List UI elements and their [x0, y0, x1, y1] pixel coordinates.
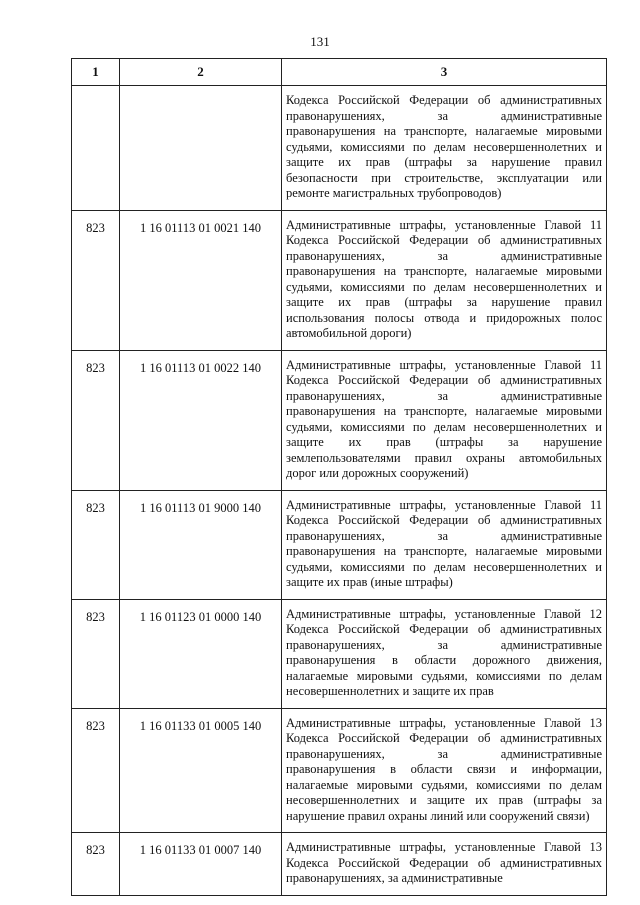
description-line: правонарушениях, за административные [286, 248, 602, 263]
admin-code-cell: 823 [72, 210, 120, 350]
description-cell [282, 350, 607, 490]
admin-code-cell [72, 86, 120, 211]
description-line: Административные штрафы, установленные Главой 11 [286, 497, 602, 512]
description-line: защите их прав (иные штрафы) [286, 575, 453, 589]
table-row [72, 210, 607, 350]
admin-code-cell: 823 [72, 490, 120, 599]
budget-code-cell: 1 16 01113 01 9000 140 [120, 490, 282, 599]
column-header-1: 1 [72, 59, 120, 86]
description-line: налагаемые мировыми судьями, комиссиями по делам [286, 777, 602, 792]
description-line: правонарушениях, за административные [286, 528, 602, 543]
budget-code-cell: 1 16 01133 01 0007 140 [120, 833, 282, 896]
description-line: Кодекса Российской Федерации об административных [286, 855, 602, 870]
description-line: защите их прав (штрафы за нарушение [286, 435, 602, 449]
description-line: судьями, комиссиями по делам несовершеннолетних и [286, 139, 602, 154]
table-row [72, 708, 607, 833]
description-line: правонарушения в области связи и информации, [286, 762, 602, 776]
description-line: судьями, комиссиями по делам несовершеннолетних и [286, 559, 602, 574]
description-line: правонарушениях, за административные [286, 746, 602, 761]
description-cell [282, 833, 607, 896]
description-line: автомобильной дороги) [286, 326, 412, 340]
description-line: землепользователями правил охраны автомобильных [286, 450, 602, 465]
description-line: правонарушениях, за административные [286, 871, 503, 885]
description-line: дорог или дорожных сооружений) [286, 466, 469, 480]
description-line: защите их прав (штрафы за нарушение правил [286, 155, 602, 169]
description-line: защите их прав (штрафы за нарушение правил [286, 295, 602, 309]
description-line: Кодекса Российской Федерации об административных [286, 513, 602, 527]
table-body [72, 86, 607, 896]
budget-code-cell: 1 16 01133 01 0005 140 [120, 708, 282, 833]
table-row [72, 490, 607, 599]
description-line: правонарушениях, за административные [286, 388, 602, 403]
description-line: Административные штрафы, установленные Главой 12 [286, 606, 602, 621]
table-row [72, 833, 607, 896]
description-cell [282, 210, 607, 350]
description-line: несовершеннолетних и защите их прав (штрафы за [286, 793, 602, 807]
table-header-row [72, 59, 607, 86]
description-line: правонарушения на транспорте, налагаемые мировыми [286, 544, 602, 558]
description-line: правонарушения на транспорте, налагаемые мировыми [286, 404, 602, 418]
description-line: правонарушения на транспорте, налагаемые мировыми [286, 264, 602, 278]
description-cell [282, 708, 607, 833]
admin-code-cell: 823 [72, 833, 120, 896]
description-line: Кодекса Российской Федерации об административных [286, 233, 602, 247]
budget-codes-table [71, 58, 607, 896]
description-line: судьями, комиссиями по делам несовершеннолетних и [286, 419, 602, 434]
budget-code-cell: 1 16 01113 01 0021 140 [120, 210, 282, 350]
table-row [72, 86, 607, 211]
description-cell [282, 86, 607, 211]
description-line: Кодекса Российской Федерации об административных [286, 373, 602, 387]
description-line: Кодекса Российской Федерации об административных [286, 731, 602, 745]
description-line: безопасности при строительстве, эксплуатации или [286, 170, 602, 185]
description-line: использования полосы отвода и придорожных полос [286, 310, 602, 325]
description-cell [282, 490, 607, 599]
admin-code-cell: 823 [72, 599, 120, 708]
budget-code-cell: 1 16 01113 01 0022 140 [120, 350, 282, 490]
description-line: правонарушения на транспорте, налагаемые мировыми [286, 124, 602, 138]
description-line: налагаемые мировыми судьями, комиссиями по делам [286, 668, 602, 683]
description-line: Кодекса Российской Федерации об административных [286, 622, 602, 636]
description-line: судьями, комиссиями по делам несовершеннолетних и [286, 279, 602, 294]
description-line: правонарушениях, за административные [286, 108, 602, 123]
description-line: нарушение правил охраны линий или сооружений связи) [286, 808, 590, 823]
description-line: правонарушения в области дорожного движения, [286, 653, 602, 667]
description-line: Административные штрафы, установленные Главой 11 [286, 357, 602, 372]
admin-code-cell: 823 [72, 708, 120, 833]
description-line: Административные штрафы, установленные Главой 13 [286, 715, 602, 730]
description-line: несовершеннолетних и защите их прав [286, 684, 494, 698]
table-row [72, 350, 607, 490]
page-number: 131 [310, 34, 330, 49]
description-line: Административные штрафы, установленные Главой 11 [286, 217, 602, 232]
budget-code-cell [120, 86, 282, 211]
admin-code-cell: 823 [72, 350, 120, 490]
column-header-2: 2 [120, 59, 282, 86]
budget-code-cell: 1 16 01123 01 0000 140 [120, 599, 282, 708]
description-line: Административные штрафы, установленные Главой 13 [286, 840, 602, 854]
column-header-3: 3 [282, 59, 607, 86]
table-row [72, 599, 607, 708]
description-line: правонарушениях, за административные [286, 637, 602, 652]
description-line: Кодекса Российской Федерации об административных [286, 93, 602, 107]
description-cell [282, 599, 607, 708]
description-line: ремонте магистральных трубопроводов) [286, 186, 502, 200]
